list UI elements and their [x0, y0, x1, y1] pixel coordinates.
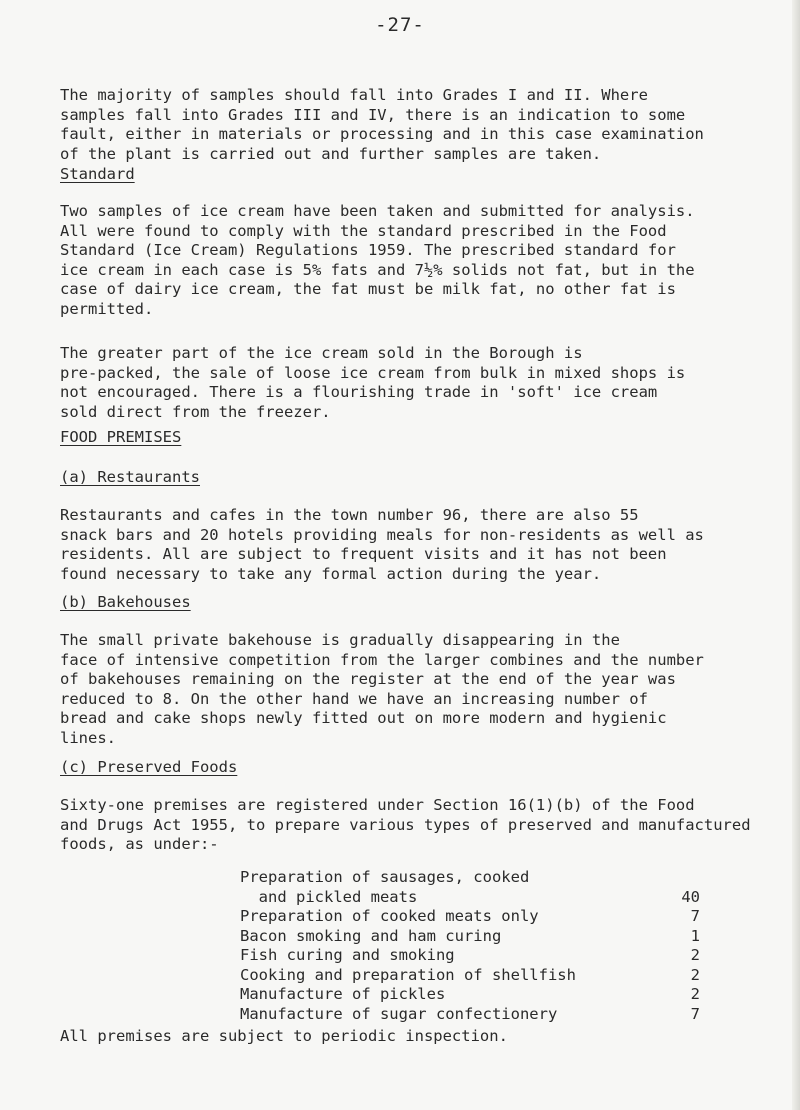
bakehouses-heading: (b) Bakehouses: [60, 593, 191, 611]
page-edge-shadow: [792, 0, 800, 1110]
standard-paragraph-1: Two samples of ice cream have been taken and submitted for analysis. All were found to comply with the standard prescribed in the Food Standard (Ice Cream) Regulations 1959. The prescribed standard for ice cream in each case is 5% fats and 7½% solids not fat, but in the case of dairy ice cream, the fat must be milk fat, no other fat is permitted.: [60, 202, 695, 318]
row-label: Manufacture of pickles: [240, 985, 446, 1003]
table-row: [240, 907, 700, 927]
page-number: -27-: [375, 14, 425, 36]
bakehouses-paragraph: The small private bakehouse is gradually disappearing in the face of intensive competition from the larger combines and the number of bakehouses remaining on the register at the end of the year was reduced to 8. On the other hand we have an increasing number of bread and cake shops newly fitted out on more modern and hygienic lines.: [60, 631, 704, 747]
row-count: 2: [690, 946, 700, 964]
restaurants-paragraph: Restaurants and cafes in the town number 96, there are also 55 snack bars and 20 hotels providing meals for non-residents as well as residents. All are subject to frequent visits and it has not been found necessary to take any formal action during the year.: [60, 506, 704, 583]
inspection-footer: All premises are subject to periodic inspection.: [60, 1027, 508, 1045]
row-label: Cooking and preparation of shellfish: [240, 965, 576, 984]
standard-heading: Standard: [60, 165, 135, 183]
row-count: 7: [690, 907, 700, 925]
row-label: Manufacture of sugar confectionery: [240, 1004, 558, 1023]
table-row: [240, 966, 700, 986]
row-count: 7: [690, 1004, 700, 1023]
intro-paragraph: The majority of samples should fall into Grades I and II. Where samples fall into Grades III and IV, there is an indication to some fault, either in materials or processing and in this case examination of the plant is carried out and further samples are taken.: [60, 86, 704, 163]
food-premises-heading: FOOD PREMISES: [60, 428, 182, 446]
premises-table: [240, 868, 700, 1024]
table-row: [240, 927, 700, 947]
preserved-foods-paragraph: Sixty-one premises are registered under Section 16(1)(b) of the Food and Drugs Act 1955, to prepare various types of preserved and manufactured foods, as under:-: [60, 796, 751, 853]
preserved-foods-heading: (c) Preserved Foods: [60, 758, 238, 776]
row-label: Preparation of cooked meats only: [240, 907, 539, 925]
standard-paragraph-2: The greater part of the ice cream sold in the Borough is pre-packed, the sale of loose ice cream from bulk in mixed shops is not encouraged. There is a flourishing trade in 'soft' ice cream sold direct from the freezer.: [60, 344, 686, 421]
table-row: [240, 985, 700, 1005]
row-label: Preparation of sausages, cooked: [240, 868, 530, 886]
table-row: [240, 1005, 700, 1025]
row-label: Bacon smoking and ham curing: [240, 926, 502, 945]
row-label: Fish curing and smoking: [240, 946, 455, 964]
row-count: [676, 868, 700, 888]
table-row: [240, 888, 700, 908]
row-count: 40: [681, 887, 700, 906]
row-count: 2: [690, 985, 700, 1003]
row-count: 2: [690, 965, 700, 984]
table-row: [240, 868, 700, 888]
table-row: [240, 946, 700, 966]
restaurants-heading: (a) Restaurants: [60, 468, 200, 486]
row-label: and pickled meats: [240, 887, 418, 906]
row-count: 1: [690, 926, 700, 945]
